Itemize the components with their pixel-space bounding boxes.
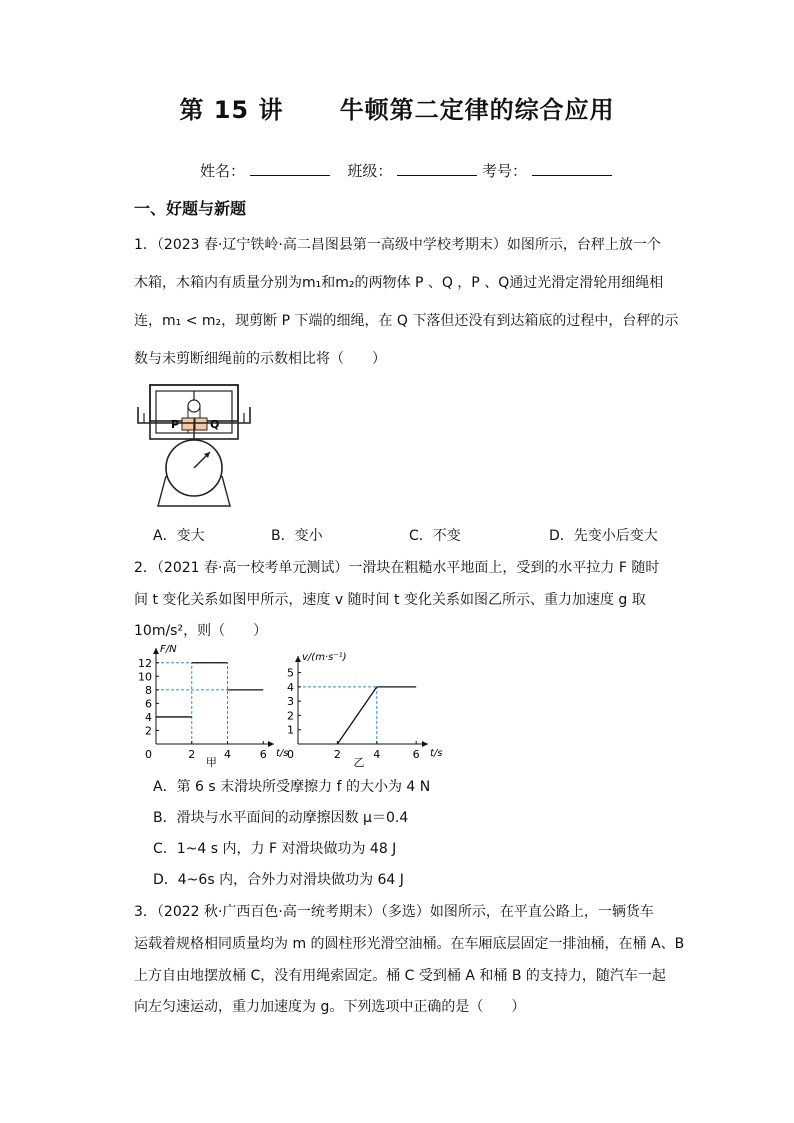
section-title: 一、好题与新题 bbox=[134, 199, 247, 218]
q1-option-a[interactable]: A．变大 bbox=[153, 528, 205, 544]
q1-line: 1．（2023 春·辽宁铁岭·高二昌图县第一高级中学校考期末）如图所示，台秤上放一个 bbox=[134, 237, 661, 253]
y-tick-label: 10 bbox=[138, 670, 152, 684]
y-tick-label: 2 bbox=[287, 709, 294, 723]
exam-number-field[interactable] bbox=[532, 161, 612, 176]
x-axis-label: t/s bbox=[276, 748, 289, 759]
chart-force-time bbox=[134, 644, 289, 769]
q2-line: 间 t 变化关系如图甲所示，速度 v 随时间 t 变化关系如图乙所示、重力加速度 g 取 bbox=[134, 592, 646, 608]
y-tick-label: 8 bbox=[145, 683, 152, 697]
q3-line: 向左匀速运动，重力加速度为 g。下列选项中正确的是（ ） bbox=[134, 999, 526, 1015]
y-tick-label: 4 bbox=[145, 710, 152, 724]
y-axis-arrow bbox=[295, 656, 301, 662]
data-segment bbox=[337, 687, 376, 744]
student-info-row bbox=[200, 160, 612, 181]
pulley-icon bbox=[188, 400, 200, 412]
x-axis-arrow bbox=[268, 741, 274, 747]
x-tick-label: 6 bbox=[259, 748, 267, 761]
q2-line: 2．（2021 春·高一校考单元测试）一滑块在粗糙水平地面上，受到的水平拉力 F 随时 bbox=[134, 560, 660, 576]
q1-option-b[interactable]: B．变小 bbox=[271, 528, 323, 544]
name-label: 姓名： bbox=[200, 162, 246, 180]
name-field[interactable] bbox=[250, 161, 330, 176]
q1-line: 数与未剪断细绳前的示数相比将（ ） bbox=[134, 351, 386, 367]
y-axis-arrow bbox=[153, 648, 159, 654]
chart-caption: 甲 bbox=[205, 756, 217, 769]
x-tick-label: 2 bbox=[333, 748, 341, 761]
q3-line: 3．（2022 秋·广西百色·高一统考期末）（多选）如图所示，在平直公路上，一辆货车 bbox=[134, 904, 654, 920]
q2-option-a[interactable]: A．第 6 s 末滑块所受摩擦力 f 的大小为 4 N bbox=[153, 779, 431, 795]
y-tick-label: 3 bbox=[287, 695, 294, 709]
block-q bbox=[195, 418, 207, 430]
q3-line: 上方自由地摆放桶 C，没有用绳索固定。桶 C 受到桶 A 和桶 B 的支持力，随汽车一起 bbox=[134, 968, 666, 984]
q3-line: 运载着规格相同质量均为 m 的圆柱形光滑空油桶。在车厢底层固定一排油桶，在桶 A、B bbox=[134, 936, 685, 952]
y-tick-label: 5 bbox=[287, 666, 294, 680]
x-tick-label: 0 bbox=[287, 748, 294, 761]
x-tick-label: 6 bbox=[412, 748, 420, 761]
q2-option-b[interactable]: B．滑块与水平面间的动摩擦因数 μ＝0.4 bbox=[153, 810, 409, 826]
y-tick-label: 2 bbox=[145, 724, 152, 738]
block-p bbox=[182, 418, 194, 430]
y-tick-label: 4 bbox=[287, 680, 294, 694]
y-axis-label: F/N bbox=[160, 644, 177, 655]
q1-option-d[interactable]: D．先变小后变大 bbox=[549, 528, 658, 544]
label-p: P bbox=[171, 418, 180, 431]
x-axis-label: t/s bbox=[430, 748, 443, 759]
y-axis-label: v/(m·s⁻¹) bbox=[302, 652, 347, 663]
q1-line: 连，m₁ < m₂，现剪断 P 下端的细绳，在 Q 下落但还没有到达箱底的过程中，台秤的示 bbox=[134, 313, 679, 329]
x-tick-label: 0 bbox=[145, 748, 152, 761]
q1-option-c[interactable]: C．不变 bbox=[409, 528, 461, 544]
label-q: Q bbox=[210, 418, 220, 431]
q2-line: 10m/s²，则（ ） bbox=[134, 623, 268, 639]
q2-option-c[interactable]: C．1~4 s 内，力 F 对滑块做功为 48 J bbox=[153, 841, 397, 857]
class-label: 班级： bbox=[347, 162, 393, 180]
x-tick-label: 4 bbox=[224, 748, 232, 761]
chart-velocity-time bbox=[276, 644, 443, 769]
q1-line: 木箱，木箱内有质量分别为m₁和m₂的两物体 P 、Q ，P 、Q通过光滑定滑轮用细绳相 bbox=[134, 275, 664, 291]
exam-number-label: 考号： bbox=[481, 162, 527, 180]
chart-caption: 乙 bbox=[353, 756, 365, 769]
q2-option-d[interactable]: D．4~6s 内，合外力对滑块做功为 64 J bbox=[153, 872, 404, 888]
page-title: 第 15 讲 牛顿第二定律的综合应用 bbox=[179, 96, 615, 124]
x-axis-arrow bbox=[422, 741, 428, 747]
class-field[interactable] bbox=[397, 161, 477, 176]
y-tick-label: 12 bbox=[138, 656, 152, 670]
x-tick-label: 4 bbox=[373, 748, 381, 761]
x-tick-label: 2 bbox=[188, 748, 196, 761]
y-tick-label: 6 bbox=[145, 697, 152, 711]
y-tick-label: 1 bbox=[287, 723, 294, 737]
q1-scale-figure bbox=[134, 380, 254, 512]
